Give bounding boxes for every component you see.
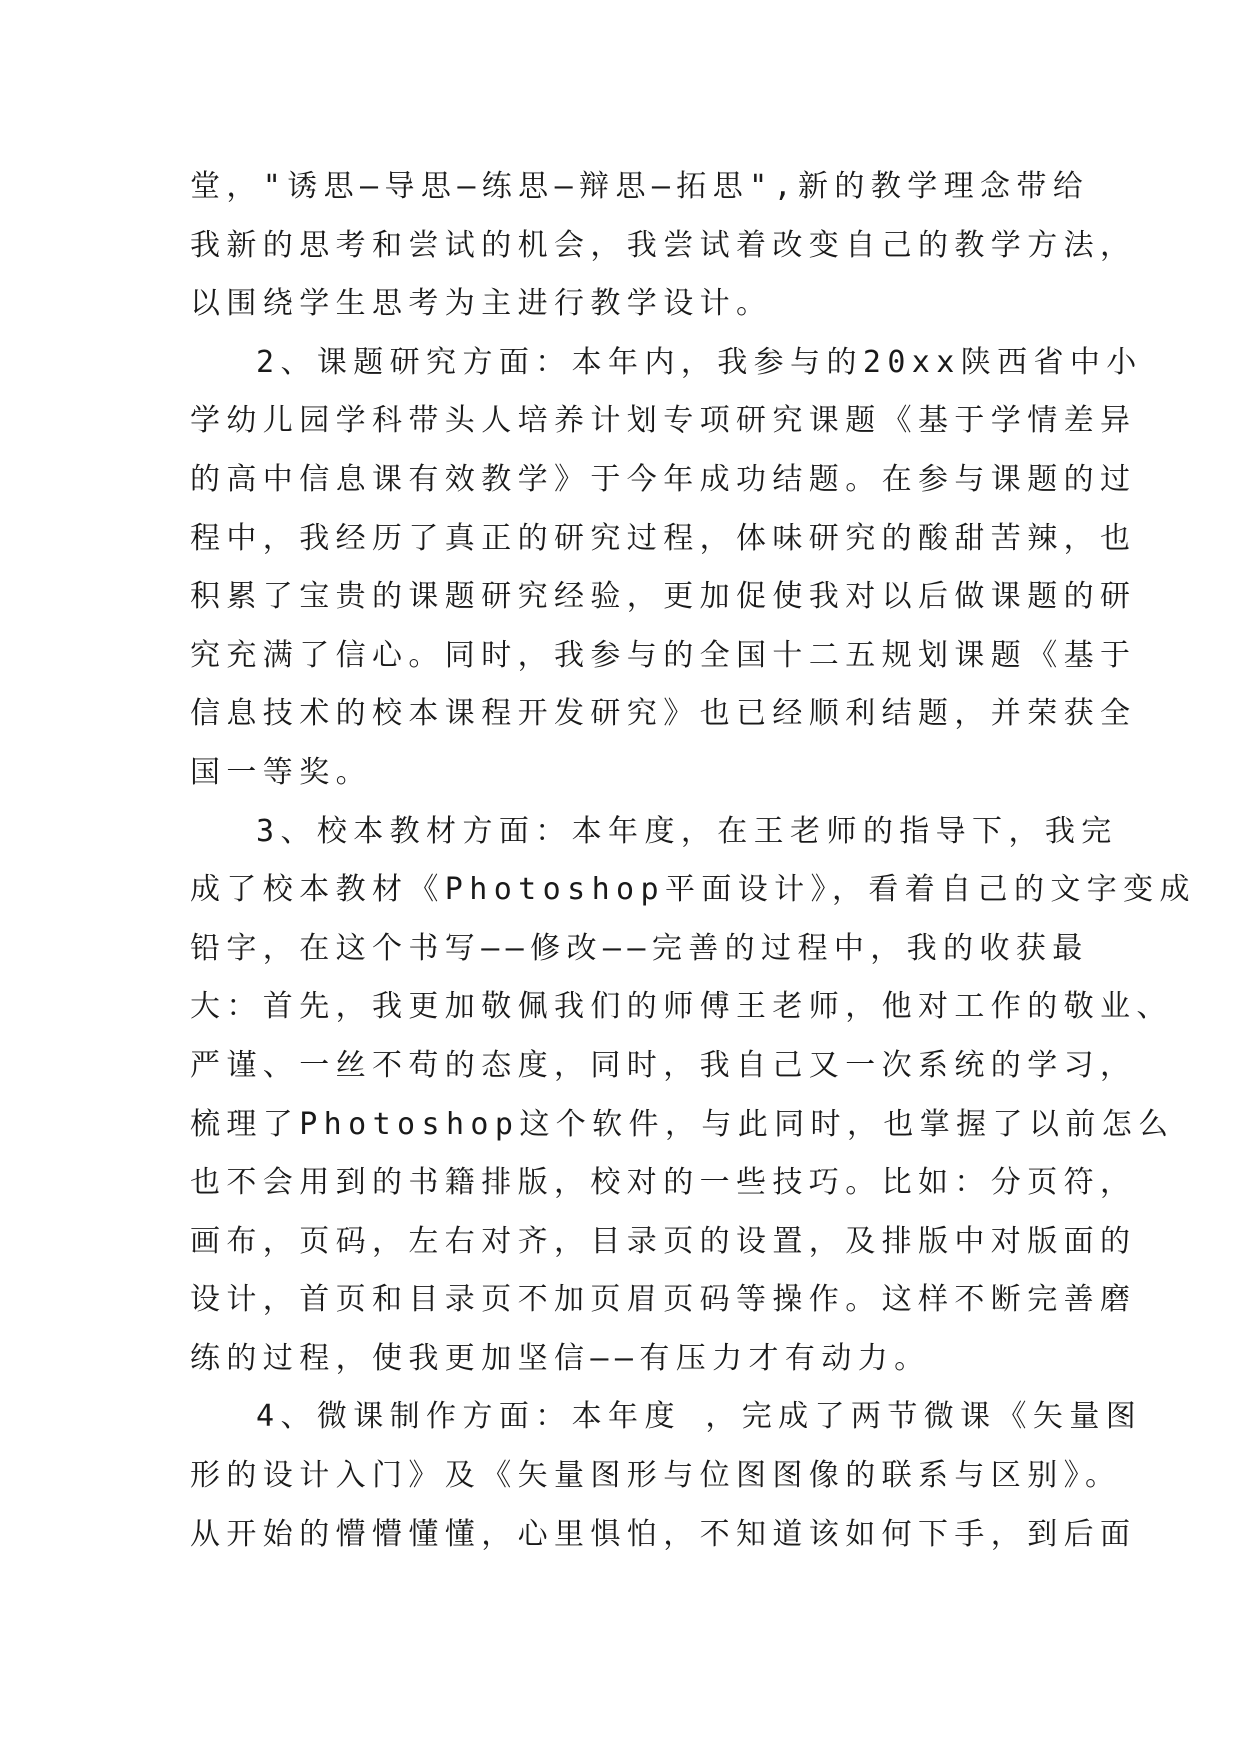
- text-line: 积累了宝贵的课题研究经验，更加促使我对以后做课题的研: [190, 579, 1137, 615]
- text-line: 国一等奖。: [190, 754, 372, 790]
- text-line: 4、微课制作方面：本年度 ，完成了两节微课《矢量图: [256, 1399, 1143, 1435]
- text-line: 从开始的懵懵懂懂，心里惧怕，不知道该如何下手，到后面: [190, 1516, 1137, 1552]
- text-line: 大：首先，我更加敬佩我们的师傅王老师，他对工作的敬业、: [190, 989, 1173, 1025]
- text-line: 信息技术的校本课程开发研究》也已经顺利结题，并荣获全: [190, 696, 1137, 732]
- text-line: 2、课题研究方面：本年内，我参与的20xx陕西省中小: [256, 344, 1143, 380]
- text-line: 究充满了信心。同时，我参与的全国十二五规划课题《基于: [190, 637, 1137, 673]
- text-line: 铅字，在这个书写——修改——完善的过程中，我的收获最: [190, 930, 1089, 966]
- text-line: 成了校本教材《Photoshop平面设计》，看着自己的文字变成: [190, 872, 1196, 908]
- paragraph-2: [190, 334, 1143, 803]
- text-line: 设计，首页和目录页不加页眉页码等操作。这样不断完善磨: [190, 1282, 1137, 1318]
- text-line: 程中，我经历了真正的研究过程，体味研究的酸甜苦辣，也: [190, 520, 1137, 556]
- text-line: 严谨、一丝不苟的态度，同时，我自己又一次系统的学习，: [190, 1047, 1137, 1083]
- text-line: 3、校本教材方面：本年度，在王老师的指导下，我完: [256, 813, 1118, 849]
- text-line: 堂，"诱思—导思—练思—辩思—拓思",新的教学理念带给: [190, 169, 1090, 204]
- text-line: 梳理了Photoshop这个软件，与此同时，也掌握了以前怎么: [190, 1106, 1175, 1142]
- text-line: 练的过程，使我更加坚信——有压力才有动力。: [190, 1340, 931, 1376]
- text-line: 形的设计入门》及《矢量图形与位图图像的联系与区别》。: [190, 1458, 1122, 1494]
- paragraph-1: [190, 158, 1137, 334]
- text-line: 以围绕学生思考为主进行教学设计。: [190, 286, 773, 322]
- text-line: 的高中信息课有效教学》于今年成功结题。在参与课题的过: [190, 461, 1137, 497]
- text-line: 画布，页码，左右对齐，目录页的设置，及排版中对版面的: [190, 1223, 1137, 1259]
- text-line: 也不会用到的书籍排版，校对的一些技巧。比如：分页符，: [190, 1165, 1137, 1201]
- text-line: 我新的思考和尝试的机会，我尝试着改变自己的教学方法，: [190, 227, 1137, 263]
- paragraph-4: [190, 1388, 1143, 1564]
- text-line: 学幼儿园学科带头人培养计划专项研究课题《基于学情差异: [190, 403, 1137, 439]
- paragraph-3: [190, 803, 1196, 1389]
- document-body: [190, 158, 1196, 1564]
